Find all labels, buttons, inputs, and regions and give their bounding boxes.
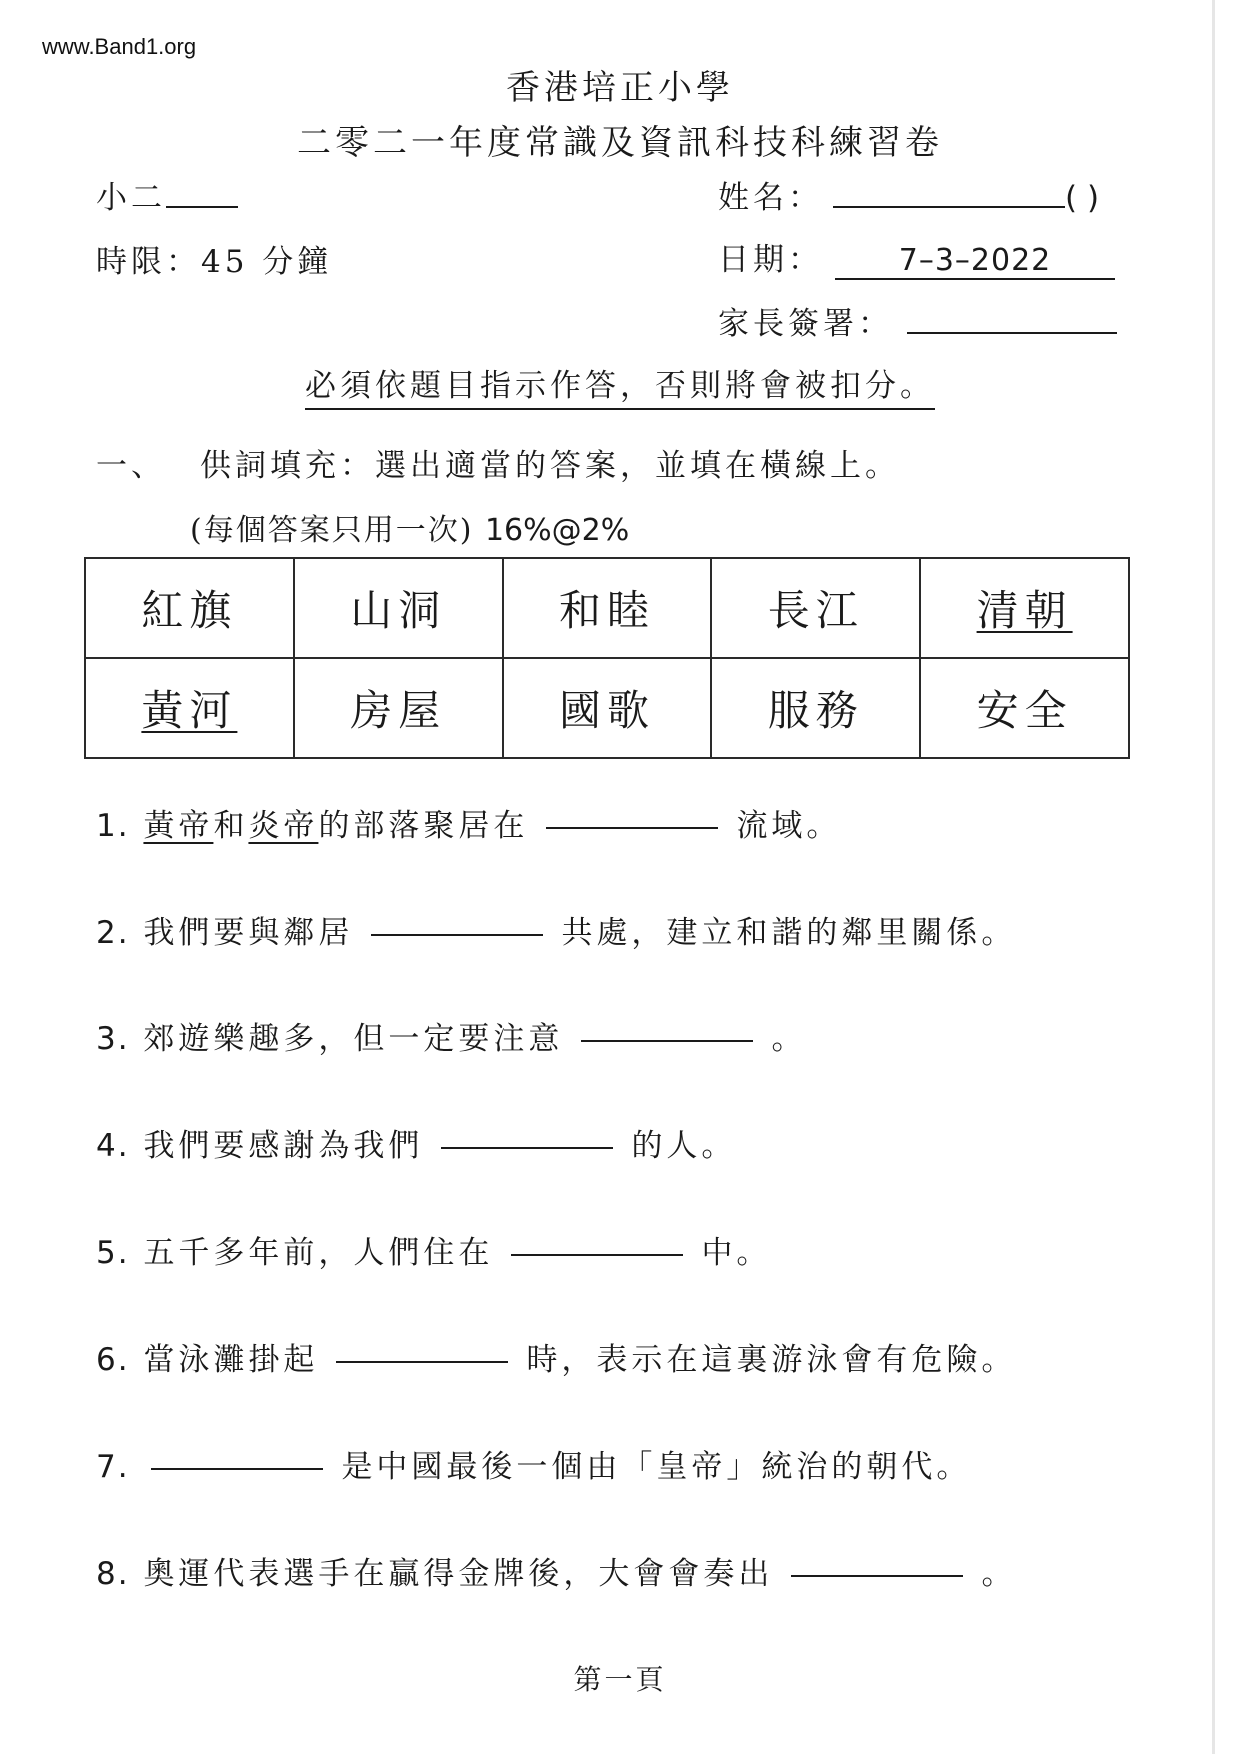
word-cell: 安全: [920, 658, 1129, 758]
answer-blank[interactable]: [511, 1253, 683, 1256]
name-label: 姓名：: [718, 180, 823, 216]
answer-blank[interactable]: [581, 1039, 753, 1042]
question-number: 8.: [96, 1556, 130, 1592]
proper-name-underlined: 炎帝: [248, 808, 319, 844]
word-cell: 長江: [711, 558, 920, 658]
section-marks: 16%@2%: [484, 513, 630, 548]
parent-signature-field: [718, 298, 1117, 343]
question-text: 當泳灘掛起: [143, 1342, 319, 1378]
word-bank-row: [85, 658, 1129, 758]
parent-signature-blank[interactable]: [907, 302, 1117, 334]
section-note-text: (每個答案只用一次): [190, 513, 474, 548]
question-6: [96, 1334, 1016, 1379]
section-instruction: 供詞填充：選出適當的答案，並填在橫線上。: [200, 448, 900, 484]
question-text: 和: [213, 808, 249, 844]
word-bank-row: [85, 558, 1129, 658]
paper-title: 二零二一年度常識及資訊科技科練習卷: [297, 123, 943, 163]
question-text-after: 時，表示在這裏游泳會有危險。: [526, 1342, 1017, 1378]
word-cell: 國歌: [503, 658, 712, 758]
class-blank[interactable]: [166, 176, 238, 208]
word-underlined: 清朝: [976, 586, 1073, 635]
question-number: 5.: [96, 1235, 130, 1271]
question-text-after: 。: [981, 1556, 1017, 1592]
date-field: [718, 234, 1115, 280]
word-cell: [85, 658, 294, 758]
question-2: [96, 907, 1016, 952]
parent-signature-label: 家長簽署：: [718, 306, 893, 342]
name-field: [718, 172, 1099, 217]
instruction-notice: 必須依題目指示作答，否則將會被扣分。: [0, 360, 1240, 405]
question-8: [96, 1548, 1016, 1593]
date-label: 日期：: [718, 242, 823, 278]
date-value: 7–3–2022: [835, 243, 1115, 280]
answer-blank[interactable]: [151, 1467, 323, 1470]
watermark-url: www.Band1.org: [42, 34, 197, 59]
question-number: 6.: [96, 1342, 130, 1378]
question-text-after: 共處，建立和諧的鄰里關係。: [561, 915, 1017, 951]
question-number: 3.: [96, 1021, 130, 1057]
section-note: [190, 505, 629, 549]
word-bank-table: [84, 557, 1130, 759]
question-text: 五千多年前，人們住在: [143, 1235, 494, 1271]
question-number: 7.: [96, 1449, 130, 1485]
section-heading: [96, 440, 900, 485]
question-number: 2.: [96, 915, 130, 951]
question-text: 奧運代表選手在贏得金牌後，大會會奏出: [143, 1556, 774, 1592]
question-text-after: 中。: [701, 1235, 772, 1271]
question-text: 我們要感謝為我們: [143, 1128, 424, 1164]
time-limit: 時限：45 分鐘: [96, 244, 333, 280]
proper-name-underlined: 黃帝: [143, 808, 214, 844]
section-number: 一、: [96, 448, 166, 484]
answer-blank[interactable]: [371, 933, 543, 936]
question-4: [96, 1120, 736, 1165]
class-number-bracket: ( ): [1065, 180, 1100, 216]
word-cell: [920, 558, 1129, 658]
question-number: 4.: [96, 1128, 130, 1164]
question-number: 1.: [96, 808, 130, 844]
answer-blank[interactable]: [546, 826, 718, 829]
answer-blank[interactable]: [336, 1360, 508, 1363]
question-5: [96, 1227, 771, 1272]
word-cell: 和睦: [503, 558, 712, 658]
question-text: 我們要與鄰居: [143, 915, 354, 951]
word-cell: 服務: [711, 658, 920, 758]
page-number: 第一頁: [573, 1663, 667, 1696]
question-1: [96, 800, 841, 845]
question-text-after: 。: [771, 1021, 807, 1057]
question-7: [96, 1441, 971, 1486]
word-cell: 山洞: [294, 558, 503, 658]
question-text-after: 的人。: [631, 1128, 737, 1164]
answer-blank[interactable]: [441, 1146, 613, 1149]
word-cell: 紅旗: [85, 558, 294, 658]
class-label: 小二: [96, 180, 166, 216]
school-name: 香港培正小學: [506, 68, 734, 108]
question-3: [96, 1013, 806, 1058]
question-text: 的部落聚居在: [318, 808, 529, 844]
question-text-after: 是中國最後一個由「皇帝」統治的朝代。: [341, 1449, 972, 1485]
word-underlined: 黃河: [141, 686, 238, 735]
class-field: [96, 172, 238, 217]
question-text-after: 流域。: [736, 808, 842, 844]
name-blank[interactable]: [833, 176, 1065, 208]
scan-edge-divider: [1212, 0, 1215, 1754]
answer-blank[interactable]: [791, 1574, 963, 1577]
question-text: 郊遊樂趣多，但一定要注意: [143, 1021, 564, 1057]
word-cell: 房屋: [294, 658, 503, 758]
